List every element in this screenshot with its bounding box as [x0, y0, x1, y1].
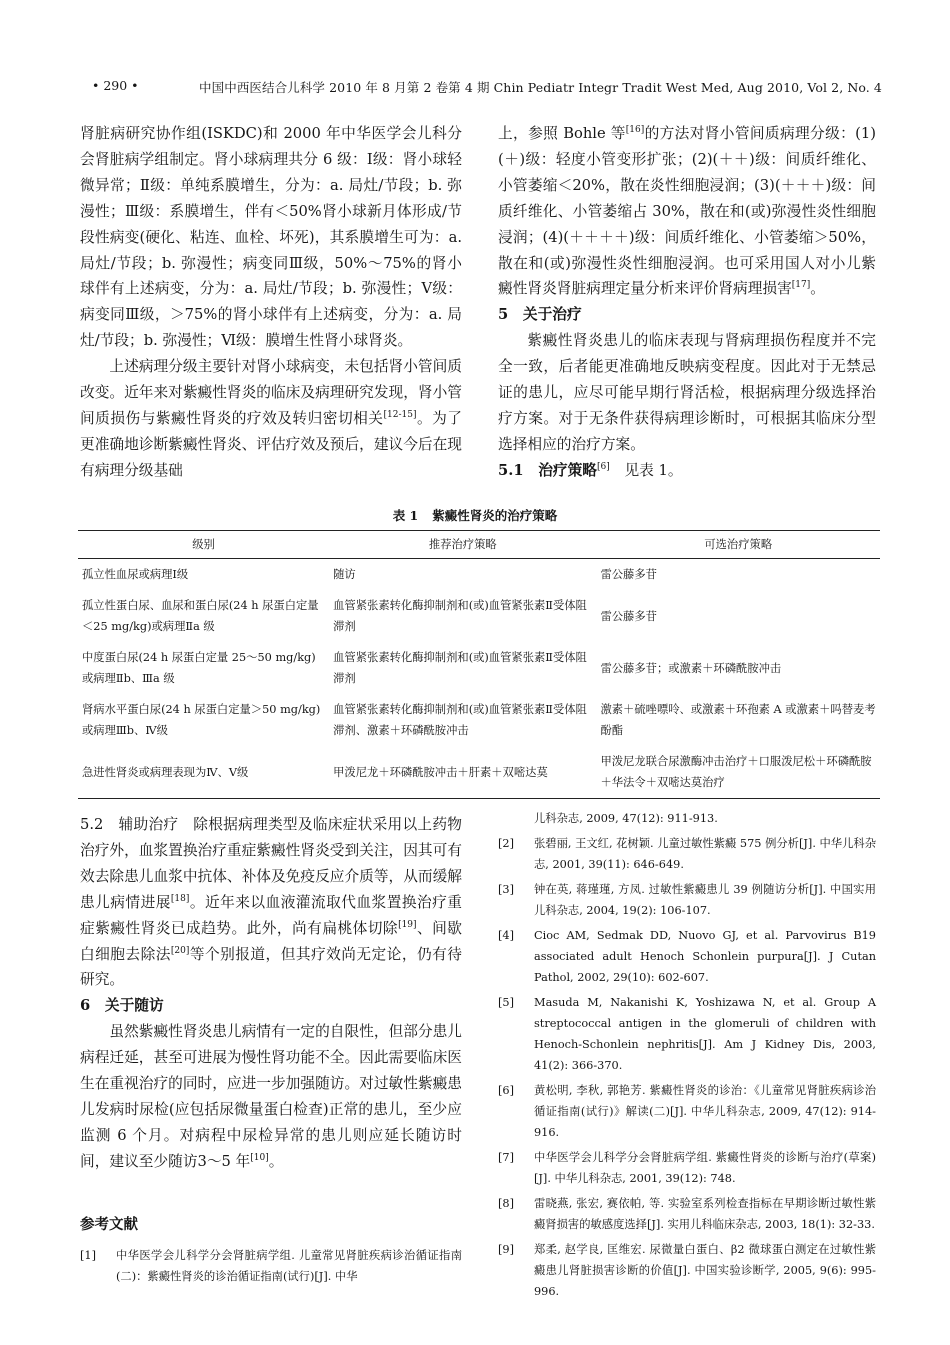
reference-text: 中华医学会儿科学分会肾脏病学组. 紫癜性肾炎的诊断与治疗(草案)[J]. 中华儿科杂志, 2001, 39(12): 748. [534, 1151, 876, 1185]
table-row [78, 559, 880, 591]
table-cell: 血管紧张素转化酶抑制剂和(或)血管紧张素Ⅱ受体阻滞剂 [333, 599, 587, 633]
table-row [78, 746, 880, 799]
left-column-top [80, 121, 462, 484]
reference-item [80, 1245, 462, 1287]
reference-number: [3] [498, 883, 515, 896]
citation: [10] [250, 1152, 269, 1163]
section-heading-follow-up: 6 关于随访 [80, 997, 164, 1015]
citation: [19] [398, 919, 417, 930]
journal-citation: 中国中西医结合儿科学 2010 年 8 月第 2 卷第 4 期 Chin Pediatr Integr Tradit West Med, Aug 2010, Vol 2, No. 4 [199, 80, 882, 95]
table-row [78, 590, 880, 642]
reference-text: 郑柔, 赵学良, 匡维宏. 尿微量白蛋白、β2 微球蛋白测定在过敏性紫癜患儿肾脏损害诊断的价值[J]. 中国实验诊断学, 2005, 9(6): 995-996. [534, 1243, 876, 1298]
column-header: 级别 [78, 531, 329, 559]
table-caption [0, 506, 950, 524]
table-row [78, 694, 880, 746]
table-cell: 血管紧张素转化酶抑制剂和(或)血管紧张素Ⅱ受体阻滞剂、激素＋环磷酰胺冲击 [333, 703, 587, 737]
reference-text: 中华医学会儿科学分会肾脏病学组. 儿童常见肾脏疾病诊治循证指南(二)：紫癜性肾炎的诊治循证指南(试行)[J]. 中华 [116, 1249, 462, 1283]
references-heading: 参考文献 [80, 1216, 138, 1233]
table-cell: 中度蛋白尿(24 h 尿蛋白定量 25～50 mg/kg)或病理Ⅱb、Ⅲa 级 [82, 651, 316, 685]
table-cell: 雷公藤多苷；或激素＋环磷酰胺冲击 [600, 661, 782, 675]
reference-item [498, 1239, 876, 1302]
reference-text: Cioc AM, Sedmak DD, Nuovo GJ, et al. Parvovirus B19 associated adult Henoch Schonlein purpura[J]. J Cutan Pathol, 2002, 29(10): 602-607. [534, 929, 876, 984]
table-cell: 孤立性血尿或病理Ⅰ级 [82, 568, 189, 581]
citation: [17] [791, 280, 811, 291]
citation: [20] [170, 945, 190, 956]
table-cell: 孤立性蛋白尿、血尿和蛋白尿(24 h 尿蛋白定量＜25 mg/kg)或病理Ⅱa 级 [82, 599, 319, 633]
left-column-bottom [80, 812, 462, 1175]
paragraph-treatment: 紫癜性肾炎患儿的临床表现与肾病理损伤程度并不完全一致，后者能更准确地反映病变程度。因此对于无禁忌证的患儿，应尽可能早期行肾活检，根据病理分级选择治疗方案。对于无条件获得病理诊断时，可根据其临床分型选择相应的治疗方案。 [498, 332, 876, 453]
table-cell: 雷公藤多苷 [600, 568, 657, 581]
paragraph-pathology-grades: 肾脏病研究协作组(ISKDC)和 2000 年中华医学会儿科分会肾脏病学组制定。肾小球病理共分 6 级：Ⅰ级：肾小球轻微异常；Ⅱ级：单纯系膜增生，分为：a. 局灶/节段；b. 弥漫性；Ⅲ级：系膜增生，伴有＜50%肾小球新月体形成/节段性病变(硬化、粘连、血栓、坏死)，其系膜增生可为：a. 局灶/节段；b. 弥漫性；病变同Ⅲ级，50%～75%的肾小球伴有上述病变，分为：a. 局灶/节段；b. 弥漫性；Ⅴ级：病变同Ⅲ级，＞75%的肾小球伴有上述病变，分为：a. 局灶/节段；b. 弥漫性；Ⅵ级：膜增生性肾小球肾炎。 [80, 125, 462, 350]
reference-item [498, 879, 876, 921]
reference-number: [1] [80, 1249, 97, 1262]
table-cell: 肾病水平蛋白尿(24 h 尿蛋白定量＞50 mg/kg)或病理Ⅲb、Ⅳ级 [82, 703, 321, 737]
reference-item [498, 1080, 876, 1143]
reference-item [498, 925, 876, 988]
table-cell: 血管紧张素转化酶抑制剂和(或)血管紧张素Ⅱ受体阻滞剂 [333, 651, 587, 685]
section-heading-treatment: 5 关于治疗 [498, 306, 582, 324]
reference-number: [8] [498, 1197, 515, 1210]
table-number: 表 1 [392, 508, 419, 523]
citation: [12-15] [383, 409, 417, 420]
reference-text: 钟在英, 蒋瑾瑾, 方凤. 过敏性紫癜患儿 39 例随访分析[J]. 中国实用儿科杂志, 2004, 19(2): 106-107. [534, 883, 876, 917]
citation: [16] [625, 125, 645, 135]
running-header [92, 78, 882, 100]
right-column-top [498, 121, 876, 484]
reference-text: 黄松明, 李秋, 郭艳芳. 紫癜性肾炎的诊治：《儿童常见肾脏疾病诊治循证指南(试行)》解读(二)[J]. 中华儿科杂志, 2009, 47(12): 914-916. [534, 1084, 876, 1139]
citation: [18] [170, 893, 190, 904]
reference-item [498, 1147, 876, 1189]
table-row [78, 642, 880, 694]
reference-item [498, 808, 876, 829]
paragraph-follow-up: 虽然紫癜性肾炎患儿病情有一定的自限性，但部分患儿病程迁延，甚至可进展为慢性肾功能不全。因此需要临床医生在重视治疗的同时，应进一步加强随访。对过敏性紫癜患儿发病时尿检(应包括尿微量蛋白检查)正常的患儿，至少应监测 6 个月。对病程中尿检异常的患儿则应延长随访时间，建议至少随访3～5 年[10]。 [80, 1023, 462, 1170]
table-cell: 雷公藤多苷 [600, 609, 657, 623]
table-cell: 甲泼尼龙联合尿激酶冲击治疗＋口服泼尼松＋环磷酰胺＋华法令＋双嘧达莫治疗 [596, 746, 880, 799]
table-cell: 激素＋硫唑嘌呤、或激素＋环孢素 A 或激素＋吗替麦考酚酯 [600, 703, 876, 737]
page-number: • 290 • [92, 78, 139, 93]
reference-number: [4] [498, 929, 515, 942]
reference-text: Masuda M, Nakanishi K, Yoshizawa N, et al. Group A streptococcal antigen in the glomeruli of children with Henoch-Schonlein nephritis[J]. Am J Kidney Dis, 2003, 41(2): 366-370. [534, 996, 876, 1072]
table-header-row [78, 531, 880, 559]
reference-list-right [498, 808, 876, 1306]
reference-text: 张碧丽, 王文红, 花树颖. 儿童过敏性紫癜 575 例分析[J]. 中华儿科杂志, 2001, 39(11): 646-649. [534, 837, 876, 871]
reference-number: [5] [498, 996, 515, 1009]
paragraph-bohle-grading: 上，参照 Bohle 等[16]的方法对肾小管间质病理分级：(1)(＋)级：轻度小管变形扩张；(2)(＋＋)级：间质纤维化、小管萎缩＜20%，散在炎性细胞浸润；(3)(＋＋＋)级：间质纤维化、小管萎缩占 30%，散在和(或)弥漫性炎性细胞浸润；(4)(＋＋＋＋)级：间质纤维化、小管萎缩＞50%，散在和(或)弥漫性炎性细胞浸润。也可采用国人对小儿紫癜性肾炎肾脏病理定量分析来评价肾病理损害[17]。 [498, 125, 876, 298]
column-header: 推荐治疗策略 [329, 531, 596, 559]
reference-text: 儿科杂志, 2009, 47(12): 911-913. [534, 812, 718, 825]
reference-text: 雷晓燕, 张宏, 赛依帕, 等. 实验室系列检查指标在早期诊断过敏性紫癜肾损害的敏感度选择[J]. 实用儿科临床杂志, 2003, 18(1): 32-33. [534, 1197, 876, 1231]
reference-number: [2] [498, 837, 515, 850]
reference-item [498, 992, 876, 1076]
reference-number: [7] [498, 1151, 515, 1164]
treatment-strategy-table [78, 530, 880, 799]
table-cell: 甲泼尼龙＋环磷酰胺冲击＋肝素＋双嘧达莫 [329, 746, 596, 799]
reference-list-left [80, 1245, 462, 1291]
citation: [6] [597, 461, 610, 472]
reference-number: [9] [498, 1243, 515, 1256]
reference-item [498, 833, 876, 875]
column-header: 可选治疗策略 [596, 531, 880, 559]
subsection-heading-strategy: 5.1 治疗策略[6] 见表 1。 [498, 461, 683, 479]
paragraph-tubulointerstitial: 上述病理分级主要针对肾小球病变，未包括肾小管间质改变。近年来对紫癜性肾炎的临床及病理研究发现，肾小管间质损伤与紫癜性肾炎的疗效及转归密切相关[12-15]。为了更准确地诊断紫癜性肾炎、评估疗效及预后，建议今后在现有病理分级基础 [80, 358, 462, 479]
reference-item [498, 1193, 876, 1235]
table-title: 紫癜性肾炎的治疗策略 [432, 508, 558, 523]
reference-number: [6] [498, 1084, 515, 1097]
table-cell: 随访 [333, 568, 356, 581]
paragraph-adjuvant-therapy: 5.2 辅助治疗 除根据病理类型及临床症状采用以上药物治疗外，血浆置换治疗重症紫癜性肾炎受到关注，因其可有效去除患儿血浆中抗体、补体及免疫反应介质等，从而缓解患儿病情进展[18]。近年来以血液灌流取代血浆置换治疗重症紫癜性肾炎已成趋势。此外，尚有扁桃体切除[19]、间歇白细胞去除法[20]等个别报道，但其疗效尚无定论，仍有待研究。 [80, 816, 462, 989]
table-cell: 急进性肾炎或病理表现为Ⅳ、Ⅴ级 [78, 746, 329, 799]
